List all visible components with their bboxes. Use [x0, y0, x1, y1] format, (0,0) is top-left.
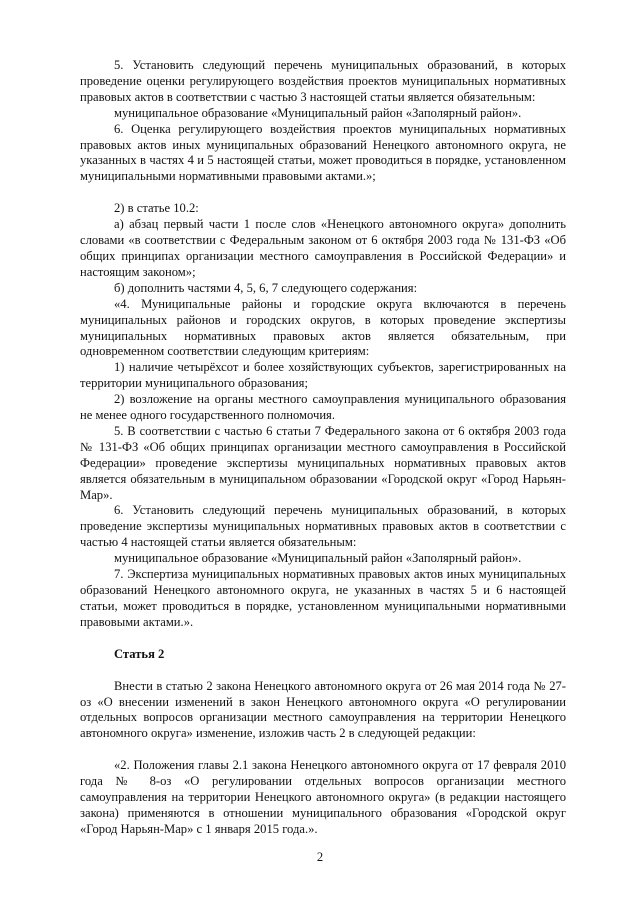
paragraph: 6. Оценка регулирующего воздействия проектов муниципальных нормативных правовых актов иных муниципальных образований Ненецкого автономного округа, не указанных в частях 4 и 5 настоящей статьи, может проводиться в порядке, установленном муниципальными нормативными правовыми актами.»; — [80, 121, 566, 184]
paragraph: 6. Установить следующий перечень муниципальных образований, в которых проведение экспертизы муниципальных нормативных правовых актов в соответствии с частью 4 настоящей статьи является обязательным: — [80, 503, 566, 550]
spacer — [80, 742, 566, 758]
paragraph: 5. Установить следующий перечень муниципальных образований, в которых проведение оценки регулирующего воздействия проектов муниципальных нормативных правовых актов в соответствии с частью 3 настоящей статьи является обязательным: — [80, 58, 566, 104]
paragraph: 2) возложение на органы местного самоуправления муниципального образования не менее одного государственного полномочия. — [80, 392, 566, 423]
page-number: 2 — [316, 850, 324, 864]
section-article-10-2 — [80, 201, 566, 630]
section-article-2-text — [80, 758, 566, 838]
paragraph: Внести в статью 2 закона Ненецкого автономного округа от 26 мая 2014 года № 27-оз «О внесении изменений в закон Ненецкого автономного округа «О регулировании отдельных вопросов организации местного самоуправления на территории Ненецкого автономного округа» изменение, изложив часть 2 в следующей редакции: — [80, 678, 566, 741]
paragraph: «4. Муниципальные районы и городские округа включаются в перечень муниципальных районов и городских округов, в которых проведение экспертизы муниципальных нормативных правовых актов является обязательным, при одновременном соответствии следующим критериям: — [80, 296, 566, 359]
section-article-2 — [80, 679, 566, 743]
spacer — [80, 185, 566, 201]
paragraph: 5. В соответствии с частью 6 статьи 7 Федерального закона от 6 октября 2003 года № 131-ФЗ «Об общих принципах организации местного самоуправления в Российской Федерации» проведение экспертизы муниципальных нормативных правовых актов является обязательным в муниципальном образовании «Городской округ «Город Нарьян-Мар». — [80, 423, 566, 502]
paragraph: муниципальное образование «Муниципальный район «Заполярный район». — [114, 105, 522, 120]
document-page — [80, 58, 566, 838]
paragraph: а) абзац первый части 1 после слов «Ненецкого автономного округа» дополнить словами «в соответствии с Федеральным законом от 6 октября 2003 года № 131-ФЗ «Об общих принципах организации местного самоуправления в Российской Федерации» и настоящим законом»; — [80, 217, 566, 279]
paragraph: «2. Положения главы 2.1 закона Ненецкого автономного округа от 17 февраля 2010 года № 8-оз «О регулировании отдельных вопросов организации местного самоуправления на территории Ненецкого автономного округа» (в редакции настоящего закона) применяются в отношении муниципального образования «Городской округ «Город Нарьян-Мар» с 1 января 2015 года.». — [80, 758, 566, 836]
paragraph: б) дополнить частями 4, 5, 6, 7 следующего содержания: — [114, 280, 418, 295]
spacer — [80, 631, 566, 647]
article-heading: Статья 2 — [114, 646, 165, 661]
paragraph: 1) наличие четырёхсот и более хозяйствующих субъектов, зарегистрированных на территории муниципального образования; — [80, 360, 566, 391]
section-amendments-part-5-6 — [80, 58, 566, 185]
spacer — [80, 663, 566, 679]
paragraph: муниципальное образование «Муниципальный район «Заполярный район». — [114, 551, 522, 566]
paragraph: 7. Экспертиза муниципальных нормативных правовых актов иных муниципальных образований Ненецкого автономного округа, не указанных в частях 5 и 6 настоящей статьи, может проводиться в порядке, установленном муниципальными нормативными правовыми актами.». — [80, 567, 566, 629]
paragraph: 2) в статье 10.2: — [114, 201, 199, 216]
